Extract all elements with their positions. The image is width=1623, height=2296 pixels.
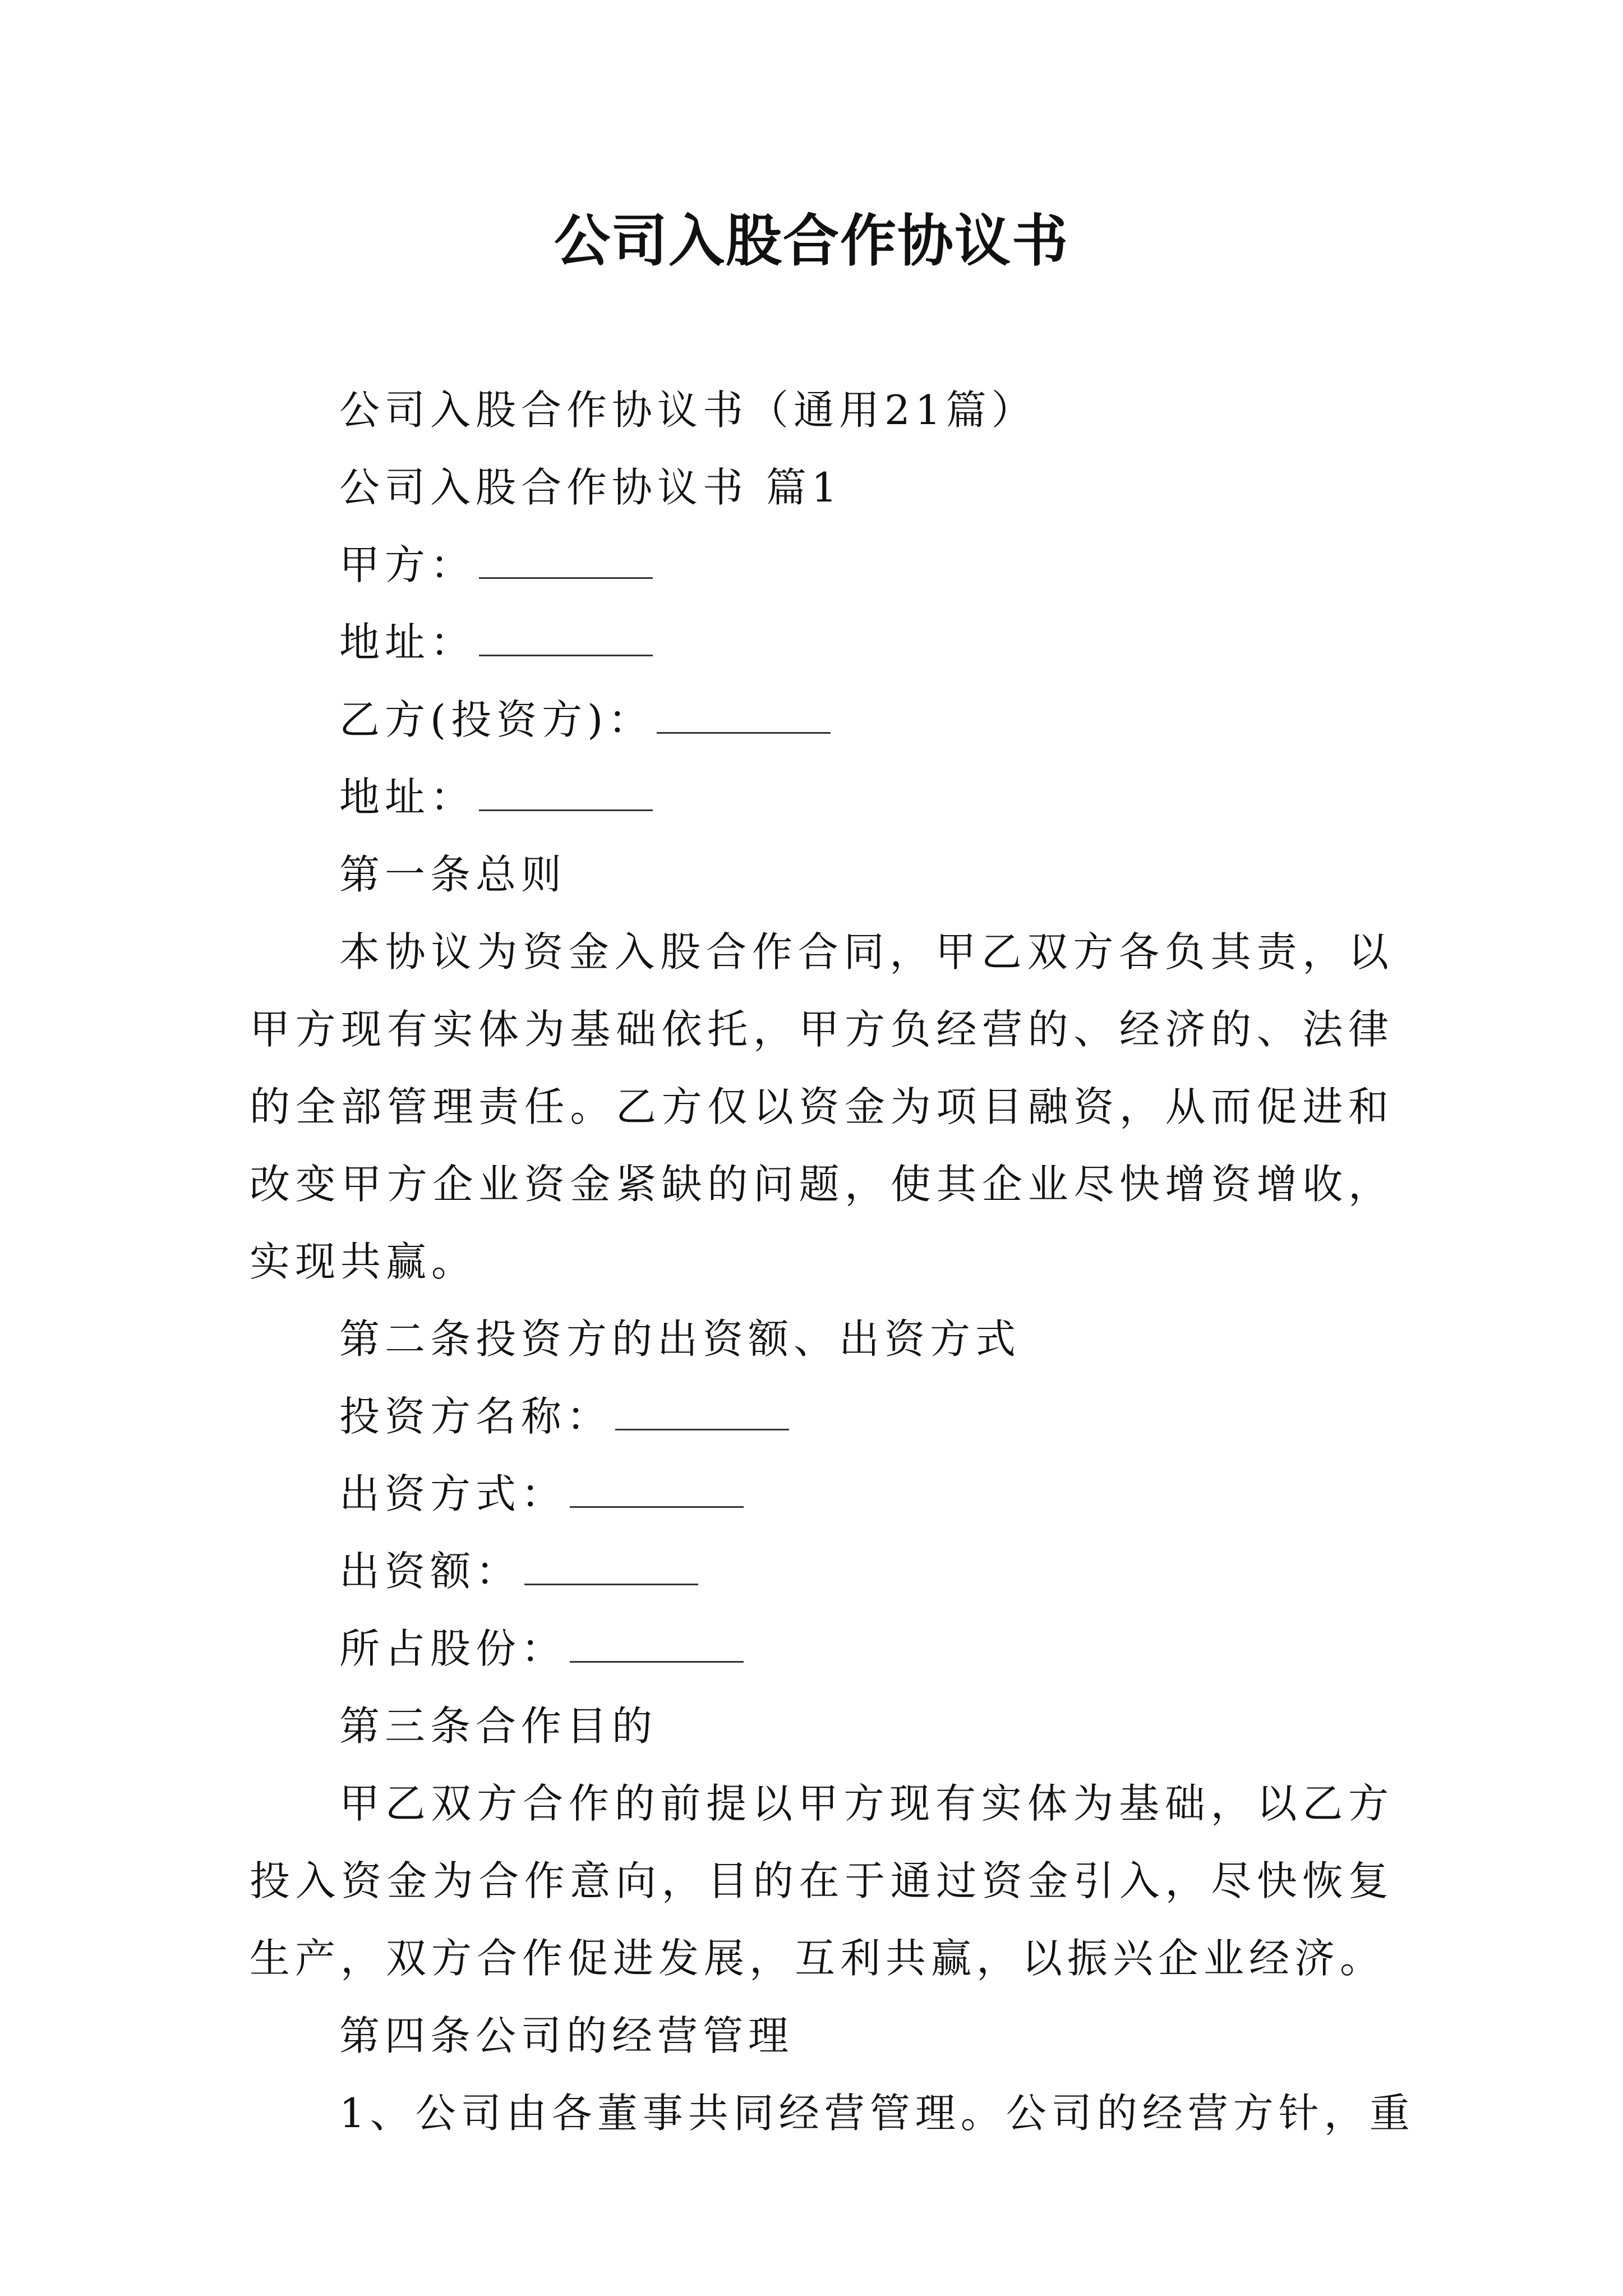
document-body — [250, 371, 1415, 2152]
address-a-line — [250, 604, 1394, 681]
party-b-label: 乙方(投资方)： — [339, 696, 654, 743]
document-title: 公司入股合作协议书 — [554, 208, 1069, 274]
contribution-amount-blank — [524, 1550, 698, 1585]
article-1-body: 本协议为资金入股合作合同，甲乙双方各负其责，以甲方现有实体为基础依托，甲方负经营的、经济的、法律的全部管理责任。乙方仅以资金为项目融资，从而促进和改变甲方企业资金紧缺的问题，使其企业尽快增资增收，实现共赢。 — [250, 928, 1394, 1285]
investor-name-line — [250, 1378, 1394, 1455]
contribution-amount-line — [250, 1533, 1394, 1610]
contribution-method-line — [250, 1455, 1394, 1533]
article-4-heading: 第四条公司的经营管理 — [339, 2012, 794, 2059]
party-a-label: 甲方： — [339, 541, 476, 588]
party-a-blank — [479, 544, 653, 579]
investor-name-blank — [615, 1395, 789, 1430]
address-b-line — [250, 758, 1394, 836]
share-line — [250, 1610, 1394, 1687]
address-a-label: 地址： — [339, 619, 476, 666]
part-heading: 公司入股合作协议书 篇1 — [339, 464, 842, 511]
contribution-method-label: 出资方式： — [339, 1470, 567, 1517]
address-b-blank — [479, 776, 653, 811]
article-2-heading: 第二条投资方的出资额、出资方式 — [339, 1315, 1021, 1363]
share-label: 所占股份： — [339, 1625, 567, 1672]
article-4-item-1: 1、公司由各董事共同经营管理。公司的经营方针，重 — [339, 2090, 1415, 2137]
party-a-line — [250, 526, 1394, 604]
party-b-blank — [657, 698, 831, 734]
address-a-blank — [479, 621, 653, 656]
contribution-amount-label: 出资额： — [339, 1548, 522, 1595]
article-3-body: 甲乙双方合作的前提以甲方现有实体为基础，以乙方投入资金为合作意向，目的在于通过资金引入，尽快恢复生产，双方合作促进发展，互利共赢，以振兴企业经济。 — [250, 1780, 1394, 1982]
document-subtitle: 公司入股合作协议书（通用21篇） — [339, 386, 1037, 434]
party-b-line — [250, 681, 1394, 758]
share-blank — [570, 1627, 744, 1663]
address-b-label: 地址： — [339, 774, 476, 821]
contribution-method-blank — [570, 1473, 744, 1508]
investor-name-label: 投资方名称： — [339, 1393, 612, 1440]
article-1-heading: 第一条总则 — [339, 851, 567, 898]
article-3-heading: 第三条合作目的 — [339, 1703, 658, 1750]
